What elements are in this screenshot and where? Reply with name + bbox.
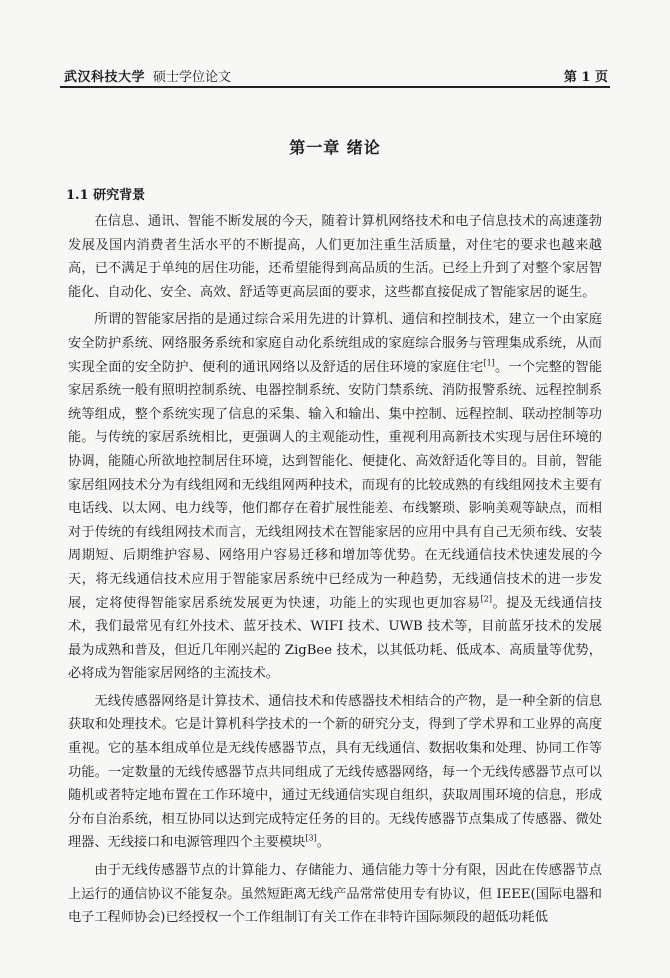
paragraph-4: 由于无线传感器节点的计算能力、存储能力、通信能力等十分有限，因此在传感器节点上运行的通信协议不能复杂。虽然短距离无线产品常常使用专有协议，但 IEEE(国际电器和电子工程师协会)已经授权一个工作组制订有关工作在非特许国际频段的超低功耗低 — [68, 863, 602, 926]
header-left — [64, 66, 231, 85]
citation-3[interactable]: [3] — [305, 834, 317, 844]
degree-type: 硕士学位论文 — [153, 70, 232, 85]
section-title: 1.1 研究背景 — [66, 188, 146, 203]
university-name: 武汉科技大学 — [64, 70, 146, 85]
citation-2[interactable]: [2] — [480, 594, 492, 604]
page-header — [60, 64, 610, 88]
citation-1[interactable]: [1] — [483, 358, 495, 368]
page-number: 第 1 页 — [563, 70, 608, 85]
paragraph-1: 在信息、通讯、智能不断发展的今天，随着计算机网络技术和电子信息技术的高速蓬勃发展及国内消费者生活水平的不断提高，人们更加注重生活质量，对住宅的要求也越来越高，已不满足于单纯的居住功能，还希望能得到高品质的生活。已经上升到了对整个家居智能化、自动化、安全、高效、舒适等更高层面的要求，这些都直接促成了智能家居的诞生。 — [68, 214, 602, 300]
chapter-title: 第一章 绪论 — [289, 138, 381, 157]
paragraph-3: 无线传感器网络是计算技术、通信技术和传感器技术相结合的产物，是一种全新的信息获取和处理技术。它是计算机科学技术的一个新的研究分支，得到了学术界和工业界的高度重视。它的基本组成单位是无线传感器节点，具有无线通信、数据收集和处理、协同工作等功能。一定数量的无线传感器节点共同组成了无线传感器网络，每一个无线传感器节点可以随机或者特定地布置在工作环境中，通过无线通信实现自组织，获取周围环境的信息，形成分布自治系统，相互协同以达到完成特定任务的目的。无线传感器节点集成了传感器、微处理器、无线接口和电源管理四个主要模块[3]。 — [68, 693, 602, 851]
body-text — [68, 210, 602, 934]
paragraph-2: 所谓的智能家居指的是通过综合采用先进的计算机、通信和控制技术，建立一个由家庭安全防护系统、网络服务系统和家庭自动化系统组成的家庭综合服务与管理集成系统，从而实现全面的安全防护、便利的通讯网络以及舒适的居住环境的家庭住宅[1]。一个完整的智能家居系统一般有照明控制系统、电器控制系统、安防门禁系统、消防报警系统、远程控制系统等组成，整个系统实现了信息的采集、输入和输出、集中控制、远程控制、联动控制等功能。与传统的家居系统相比，更强调人的主观能动性，重视利用高新技术实现与居住环境的协调，能随心所欲地控制居住环境，达到智能化、便捷化、高效舒适化等目的。目前，智能家居组网技术分为有线组网和无线组网两种技术，而现有的比较成熟的有线组网技术主要有电话线、以太网、电力线等，他们都存在着扩展性能差、布线繁琐、影响美观等缺点，而相对于传统的有线组网技术而言，无线组网技术在智能家居的应用中具有自己无须布线、安装周期短、后期维护容易、网络用户容易迁移和增加等优势。在无线通信技术快速发展的今天，将无线通信技术应用于智能家居系统中已经成为一种趋势，无线通信技术的进一步发展，定将使得智能家居系统发展更为快速，功能上的实现也更加容易[2]。提及无线通信技术，我们最常见有红外技术、蓝牙技术、WIFI 技术、UWB 技术等，目前蓝牙技术的发展最为成熟和普及，但近几年刚兴起的 ZigBee 技术，以其低功耗、低成本、高质量等优势， 必将成为智能家居网络的主流技术。 — [68, 312, 603, 682]
